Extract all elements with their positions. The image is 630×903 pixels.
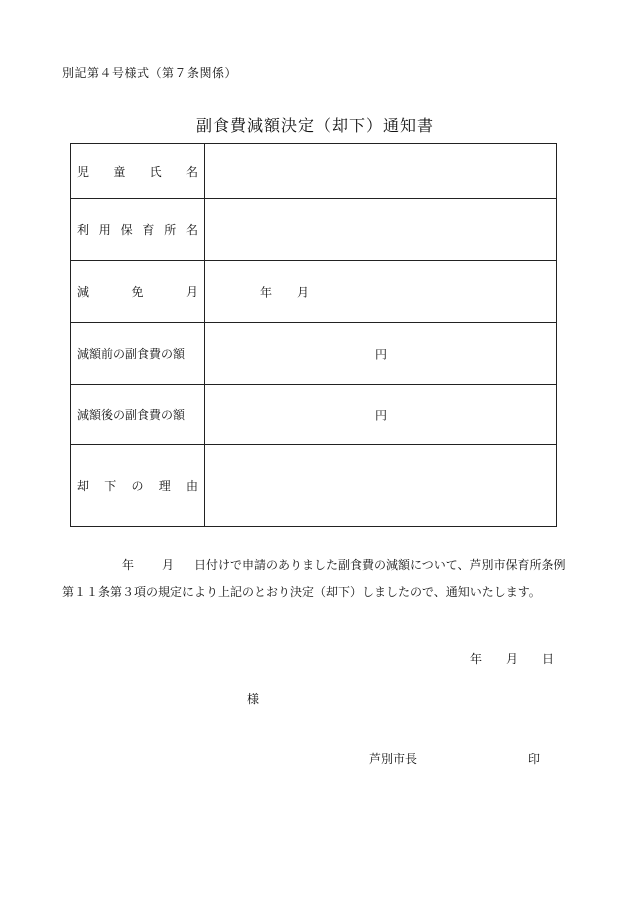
notice-table	[70, 143, 557, 527]
month-unit: 月	[297, 285, 310, 299]
label-char: 育	[142, 223, 155, 237]
label-char: 月	[185, 285, 198, 299]
form-reference: 別記第４号様式（第７条関係）	[62, 66, 238, 80]
label-char: 却	[77, 479, 90, 493]
yen-unit: 円	[375, 347, 388, 361]
label-char: 所	[164, 223, 177, 237]
label-char: 保	[120, 223, 133, 237]
label-char: の	[131, 479, 144, 493]
date-year: 年	[470, 652, 483, 666]
seal-mark: 印	[528, 752, 541, 766]
exemption-month-field[interactable]	[205, 261, 557, 323]
label-char: 利	[77, 223, 90, 237]
facility-name-field[interactable]	[205, 199, 557, 261]
body-text: 日付けで申請のありました副食費の減額について、芦別市保育所条例第１１条第３項の規定により上記のとおり決定（却下）しましたので、通知いたします。	[62, 558, 566, 599]
table-row-exemption-month	[71, 261, 557, 323]
table-row-rejection-reason	[71, 445, 557, 527]
table-row-amount-before	[71, 323, 557, 385]
label-rejection-reason	[71, 445, 205, 527]
issue-date	[470, 650, 554, 667]
rejection-reason-field[interactable]	[205, 445, 557, 527]
label-char: 名	[185, 223, 198, 237]
label-char: 免	[131, 285, 144, 299]
amount-after-field[interactable]	[205, 385, 557, 445]
date-month: 月	[506, 652, 519, 666]
child-name-field[interactable]	[205, 144, 557, 199]
label-facility-name	[71, 199, 205, 261]
addressee-honorific: 様	[247, 692, 260, 706]
label-exemption-month	[71, 261, 205, 323]
date-day: 日	[542, 652, 555, 666]
document-title: 副食費減額決定（却下）通知書	[195, 116, 434, 135]
table-row-child-name	[71, 144, 557, 199]
table-row-amount-after	[71, 385, 557, 445]
year-unit: 年	[260, 285, 273, 299]
yen-unit: 円	[375, 408, 388, 422]
body-year: 年	[122, 558, 135, 572]
label-amount-after: 減額後の副食費の額	[71, 385, 205, 445]
label-char: 氏	[149, 164, 162, 179]
label-char: 児	[77, 164, 90, 179]
amount-before-field[interactable]	[205, 323, 557, 385]
label-char: 名	[185, 164, 198, 179]
label-char: 童	[113, 164, 126, 179]
notice-body	[62, 552, 570, 606]
label-amount-before: 減額前の副食費の額	[71, 323, 205, 385]
body-month: 月	[162, 558, 175, 572]
label-char: 減	[77, 285, 90, 299]
label-char: 下	[104, 479, 117, 493]
issuer-name: 芦別市長	[369, 752, 418, 766]
label-char: 理	[158, 479, 171, 493]
label-char: 用	[98, 223, 111, 237]
table-row-facility	[71, 199, 557, 261]
label-char: 由	[185, 479, 198, 493]
label-child-name	[71, 144, 205, 199]
